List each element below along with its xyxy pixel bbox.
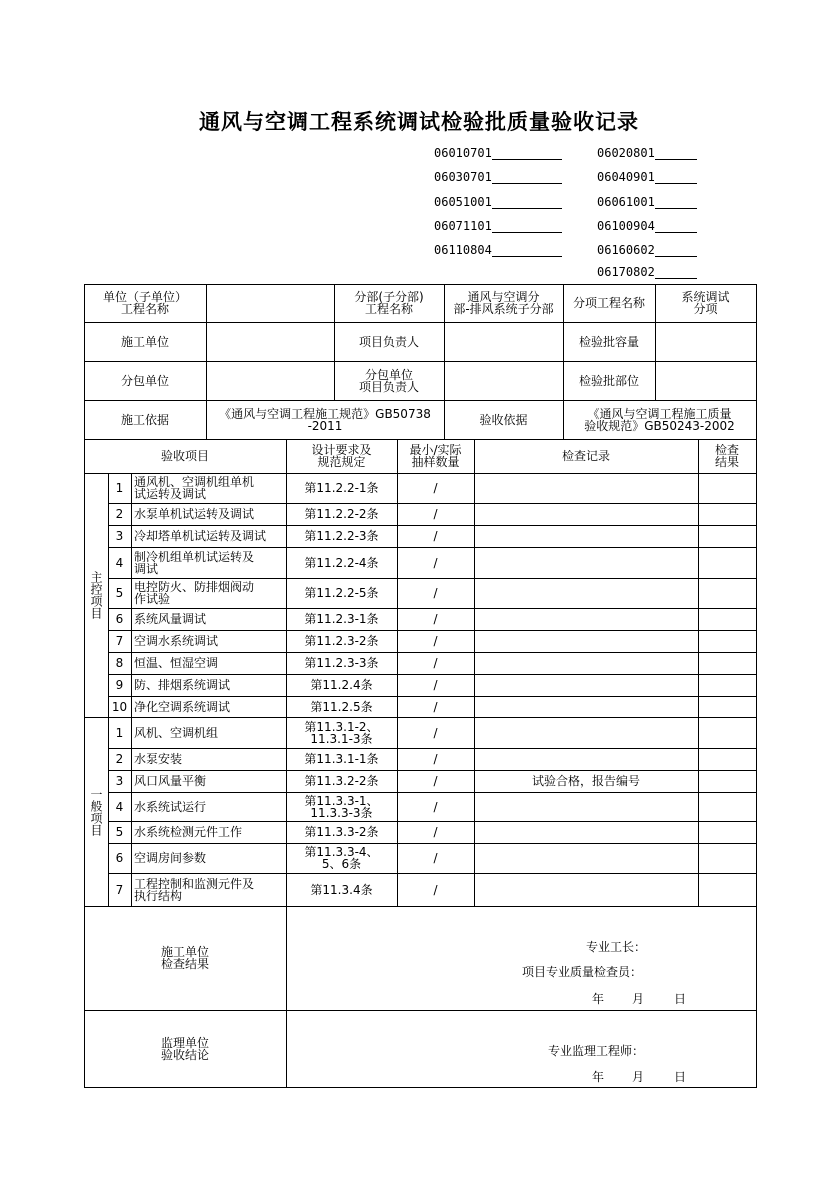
subcontractor-field[interactable]: [206, 361, 334, 400]
inspection-code: [597, 243, 697, 257]
code-number: 06110804: [434, 243, 492, 257]
item-name: 水泵单机试运转及调试: [134, 507, 255, 521]
item-check-result[interactable]: [698, 873, 756, 906]
contractor-field[interactable]: [206, 322, 334, 361]
item-requirement: 第11.3.3-1、 11.3.3-3条: [304, 793, 379, 820]
item-number: 2: [115, 752, 124, 766]
inspection-code: [597, 170, 697, 184]
inspection-code: [597, 195, 697, 209]
item-sample-count[interactable]: /: [433, 725, 438, 740]
item-check-record[interactable]: [474, 843, 698, 873]
code-number: 06040901: [597, 170, 655, 184]
code-number: 06020801: [597, 146, 655, 160]
item-requirement: 第11.3.4条: [310, 882, 373, 897]
item-requirement: 第11.2.2-3条: [304, 529, 379, 543]
item-number: 2: [115, 507, 124, 521]
item-check-record[interactable]: [474, 652, 698, 674]
subitem-name-field[interactable]: 系统调试 分项: [681, 290, 730, 316]
inspection-code: [434, 243, 562, 257]
column-header-record: 检查记录: [561, 449, 610, 463]
contractor-date-day: 日: [674, 992, 687, 1006]
inspection-code: [434, 195, 562, 209]
item-sample-count[interactable]: /: [433, 481, 438, 495]
item-check-result[interactable]: [698, 843, 756, 873]
item-check-record[interactable]: [474, 792, 698, 821]
code-number: 06170802: [597, 265, 655, 279]
document-title: 通风与空调工程系统调试检验批质量验收记录: [199, 109, 639, 134]
code-number: 06010701: [434, 146, 492, 160]
item-name: 工程控制和监测元件及 执行结构: [134, 876, 255, 903]
item-check-record[interactable]: [474, 674, 698, 696]
subcontractor-label: 分包单位: [120, 373, 169, 388]
general-group-label: 一般项目: [89, 787, 103, 836]
item-requirement: 第11.2.4条: [310, 678, 373, 692]
item-name: 制冷机组单机试运转及 调试: [134, 549, 255, 576]
item-requirement: 第11.2.5条: [310, 699, 373, 714]
item-requirement: 第11.2.3-2条: [304, 634, 379, 648]
supervisor-check-label: 监理单位 验收结论: [160, 1035, 209, 1062]
column-header-item: 验收项目: [160, 449, 209, 463]
item-sample-count[interactable]: /: [433, 555, 438, 570]
column-header-requirement: 设计要求及 规范规定: [311, 443, 372, 469]
item-requirement: 第11.3.3-2条: [304, 825, 379, 839]
supervisor-date-month: 月: [632, 1070, 645, 1084]
main-control-group-label: 主控项目: [89, 571, 103, 619]
item-sample-count[interactable]: /: [433, 634, 438, 648]
item-name: 系统风量调试: [134, 612, 207, 626]
item-check-result[interactable]: [698, 717, 756, 748]
code-blank-line: [655, 196, 697, 209]
item-number: 9: [115, 678, 124, 692]
item-check-record[interactable]: [474, 578, 698, 608]
contractor-date-month: 月: [632, 992, 645, 1006]
item-check-result[interactable]: [698, 473, 756, 503]
item-sample-count[interactable]: /: [433, 774, 438, 788]
item-requirement: 第11.2.2-4条: [304, 555, 379, 570]
item-sample-count[interactable]: /: [433, 529, 438, 543]
table-rule: [756, 284, 757, 1088]
code-number: 06051001: [434, 195, 492, 209]
item-sample-count[interactable]: /: [433, 586, 438, 600]
item-requirement: 第11.2.2-5条: [304, 586, 379, 600]
item-name: 通风机、空调机组单机 试运转及调试: [134, 475, 255, 501]
supervisor-date-year: 年: [592, 1070, 605, 1084]
construction-basis-label: 施工依据: [120, 412, 169, 427]
item-number: 6: [115, 612, 124, 626]
item-check-result[interactable]: [698, 696, 756, 717]
item-number: 8: [115, 656, 124, 670]
item-check-result[interactable]: [698, 547, 756, 578]
code-number: 06061001: [597, 195, 655, 209]
code-number: 06160602: [597, 243, 655, 257]
item-check-record[interactable]: [474, 630, 698, 652]
code-blank-line: [655, 244, 697, 257]
inspection-code: [434, 170, 562, 184]
item-sample-count[interactable]: /: [433, 825, 438, 839]
item-check-result[interactable]: [698, 748, 756, 770]
item-sample-count[interactable]: /: [433, 612, 438, 626]
subitem-name-label: 分项工程名称: [572, 296, 645, 310]
item-check-record[interactable]: [474, 696, 698, 717]
item-check-record[interactable]: [474, 473, 698, 503]
contractor-label: 施工单位: [120, 334, 169, 349]
item-check-result[interactable]: [698, 525, 756, 547]
table-rule: [84, 1087, 757, 1088]
item-sample-count[interactable]: /: [433, 752, 438, 766]
contractor-check-label: 施工单位 检查结果: [160, 945, 209, 971]
item-check-record[interactable]: [474, 608, 698, 630]
supervisor-date-day: 日: [674, 1070, 687, 1084]
item-check-record[interactable]: 试验合格，报告编号: [531, 774, 640, 788]
code-blank-line: [655, 220, 697, 233]
item-check-result[interactable]: [698, 770, 756, 792]
division-name-label: 分部(子分部) 工程名称: [354, 290, 424, 316]
code-blank-line: [492, 171, 562, 184]
item-requirement: 第11.3.3-4、 5、6条: [304, 845, 379, 871]
item-name: 风机、空调机组: [134, 725, 219, 740]
item-check-result[interactable]: [698, 630, 756, 652]
inspection-code: [434, 219, 562, 233]
code-blank-line: [492, 147, 562, 160]
item-sample-count[interactable]: /: [433, 851, 438, 865]
inspection-code: [597, 146, 697, 160]
item-name: 水系统试运行: [134, 799, 207, 814]
item-requirement: 第11.2.2-1条: [304, 481, 379, 495]
column-header-sample: 最小/实际 抽样数量: [409, 443, 462, 469]
item-name: 水泵安装: [134, 752, 183, 766]
batch-capacity-field[interactable]: [655, 322, 756, 361]
code-blank-line: [655, 147, 697, 160]
unit-name-field[interactable]: [206, 284, 334, 322]
item-number: 4: [115, 799, 124, 814]
item-name: 空调房间参数: [134, 851, 207, 865]
construction-basis-value: 《通风与空调工程施工规范》GB50738 -2011: [219, 406, 431, 433]
inspection-code: [597, 265, 697, 279]
item-name: 恒温、恒湿空调: [134, 656, 219, 670]
item-number: 10: [111, 699, 128, 714]
item-check-record[interactable]: [474, 717, 698, 748]
item-number: 6: [115, 851, 124, 865]
item-number: 1: [115, 481, 124, 495]
item-check-record[interactable]: [474, 748, 698, 770]
item-requirement: 第11.2.2-2条: [304, 507, 379, 521]
item-check-result[interactable]: [698, 792, 756, 821]
item-number: 3: [115, 529, 124, 543]
code-blank-line: [655, 266, 697, 279]
sub-manager-field[interactable]: [444, 361, 563, 400]
code-number: 06030701: [434, 170, 492, 184]
item-check-record[interactable]: [474, 821, 698, 843]
batch-capacity-label: 检验批容量: [578, 334, 639, 349]
item-check-record[interactable]: [474, 547, 698, 578]
project-manager-label: 项目负责人: [358, 334, 419, 349]
item-check-result[interactable]: [698, 503, 756, 525]
item-sample-count[interactable]: /: [433, 699, 438, 714]
inspection-code: [434, 146, 562, 160]
item-check-result[interactable]: [698, 652, 756, 674]
item-name: 风口风量平衡: [134, 774, 207, 788]
item-requirement: 第11.3.1-2、 11.3.1-3条: [304, 719, 379, 746]
unit-name-label: 单位（子单位） 工程名称: [102, 290, 187, 316]
foreman-signature-label[interactable]: 专业工长：: [586, 940, 647, 954]
item-name: 水系统检测元件工作: [134, 825, 243, 839]
item-check-result[interactable]: [698, 608, 756, 630]
item-check-record[interactable]: [474, 503, 698, 525]
item-requirement: 第11.2.3-1条: [304, 612, 379, 626]
item-requirement: 第11.3.2-2条: [304, 774, 379, 788]
code-number: 06071101: [434, 219, 492, 233]
item-requirement: 第11.2.3-3条: [304, 656, 379, 670]
sub-manager-label: 分包单位 项目负责人: [358, 367, 419, 394]
acceptance-basis-label: 验收依据: [479, 412, 528, 427]
item-sample-count[interactable]: /: [433, 799, 438, 814]
item-number: 1: [115, 725, 124, 740]
item-name: 电控防火、防排烟阀动 作试验: [134, 580, 255, 606]
column-header-result: 检查 结果: [714, 443, 739, 469]
item-number: 7: [115, 882, 124, 897]
item-number: 5: [115, 825, 124, 839]
item-sample-count[interactable]: /: [433, 882, 438, 897]
project-manager-field[interactable]: [444, 322, 563, 361]
quality-inspector-signature-label[interactable]: 项目专业质量检查员：: [522, 965, 643, 979]
item-name: 冷却塔单机试运转及调试: [134, 529, 267, 543]
code-blank-line: [655, 171, 697, 184]
item-check-result[interactable]: [698, 578, 756, 608]
item-number: 5: [115, 586, 124, 600]
code-blank-line: [492, 244, 562, 257]
inspection-code: [597, 219, 697, 233]
item-sample-count[interactable]: /: [433, 656, 438, 670]
code-number: 06100904: [597, 219, 655, 233]
item-name: 净化空调系统调试: [134, 699, 231, 714]
batch-location-label: 检验批部位: [578, 373, 639, 388]
acceptance-basis-value: 《通风与空调工程施工质量 验收规范》GB50243-2002: [584, 406, 735, 433]
item-check-record[interactable]: [474, 525, 698, 547]
item-name: 空调水系统调试: [134, 634, 219, 648]
item-number: 3: [115, 774, 124, 788]
item-number: 7: [115, 634, 124, 648]
item-name: 防、排烟系统调试: [134, 678, 231, 692]
code-blank-line: [492, 196, 562, 209]
item-sample-count[interactable]: /: [433, 507, 438, 521]
item-sample-count[interactable]: /: [433, 678, 438, 692]
contractor-date-year: 年: [592, 992, 605, 1006]
item-check-record[interactable]: [474, 873, 698, 906]
item-requirement: 第11.3.1-1条: [304, 752, 379, 766]
supervising-engineer-signature-label[interactable]: 专业监理工程师：: [548, 1044, 645, 1058]
batch-location-field[interactable]: [655, 361, 756, 400]
division-name-field[interactable]: 通风与空调分 部-排风系统子分部: [453, 290, 554, 316]
item-number: 4: [115, 555, 124, 570]
item-check-result[interactable]: [698, 821, 756, 843]
code-blank-line: [492, 220, 562, 233]
item-check-result[interactable]: [698, 674, 756, 696]
